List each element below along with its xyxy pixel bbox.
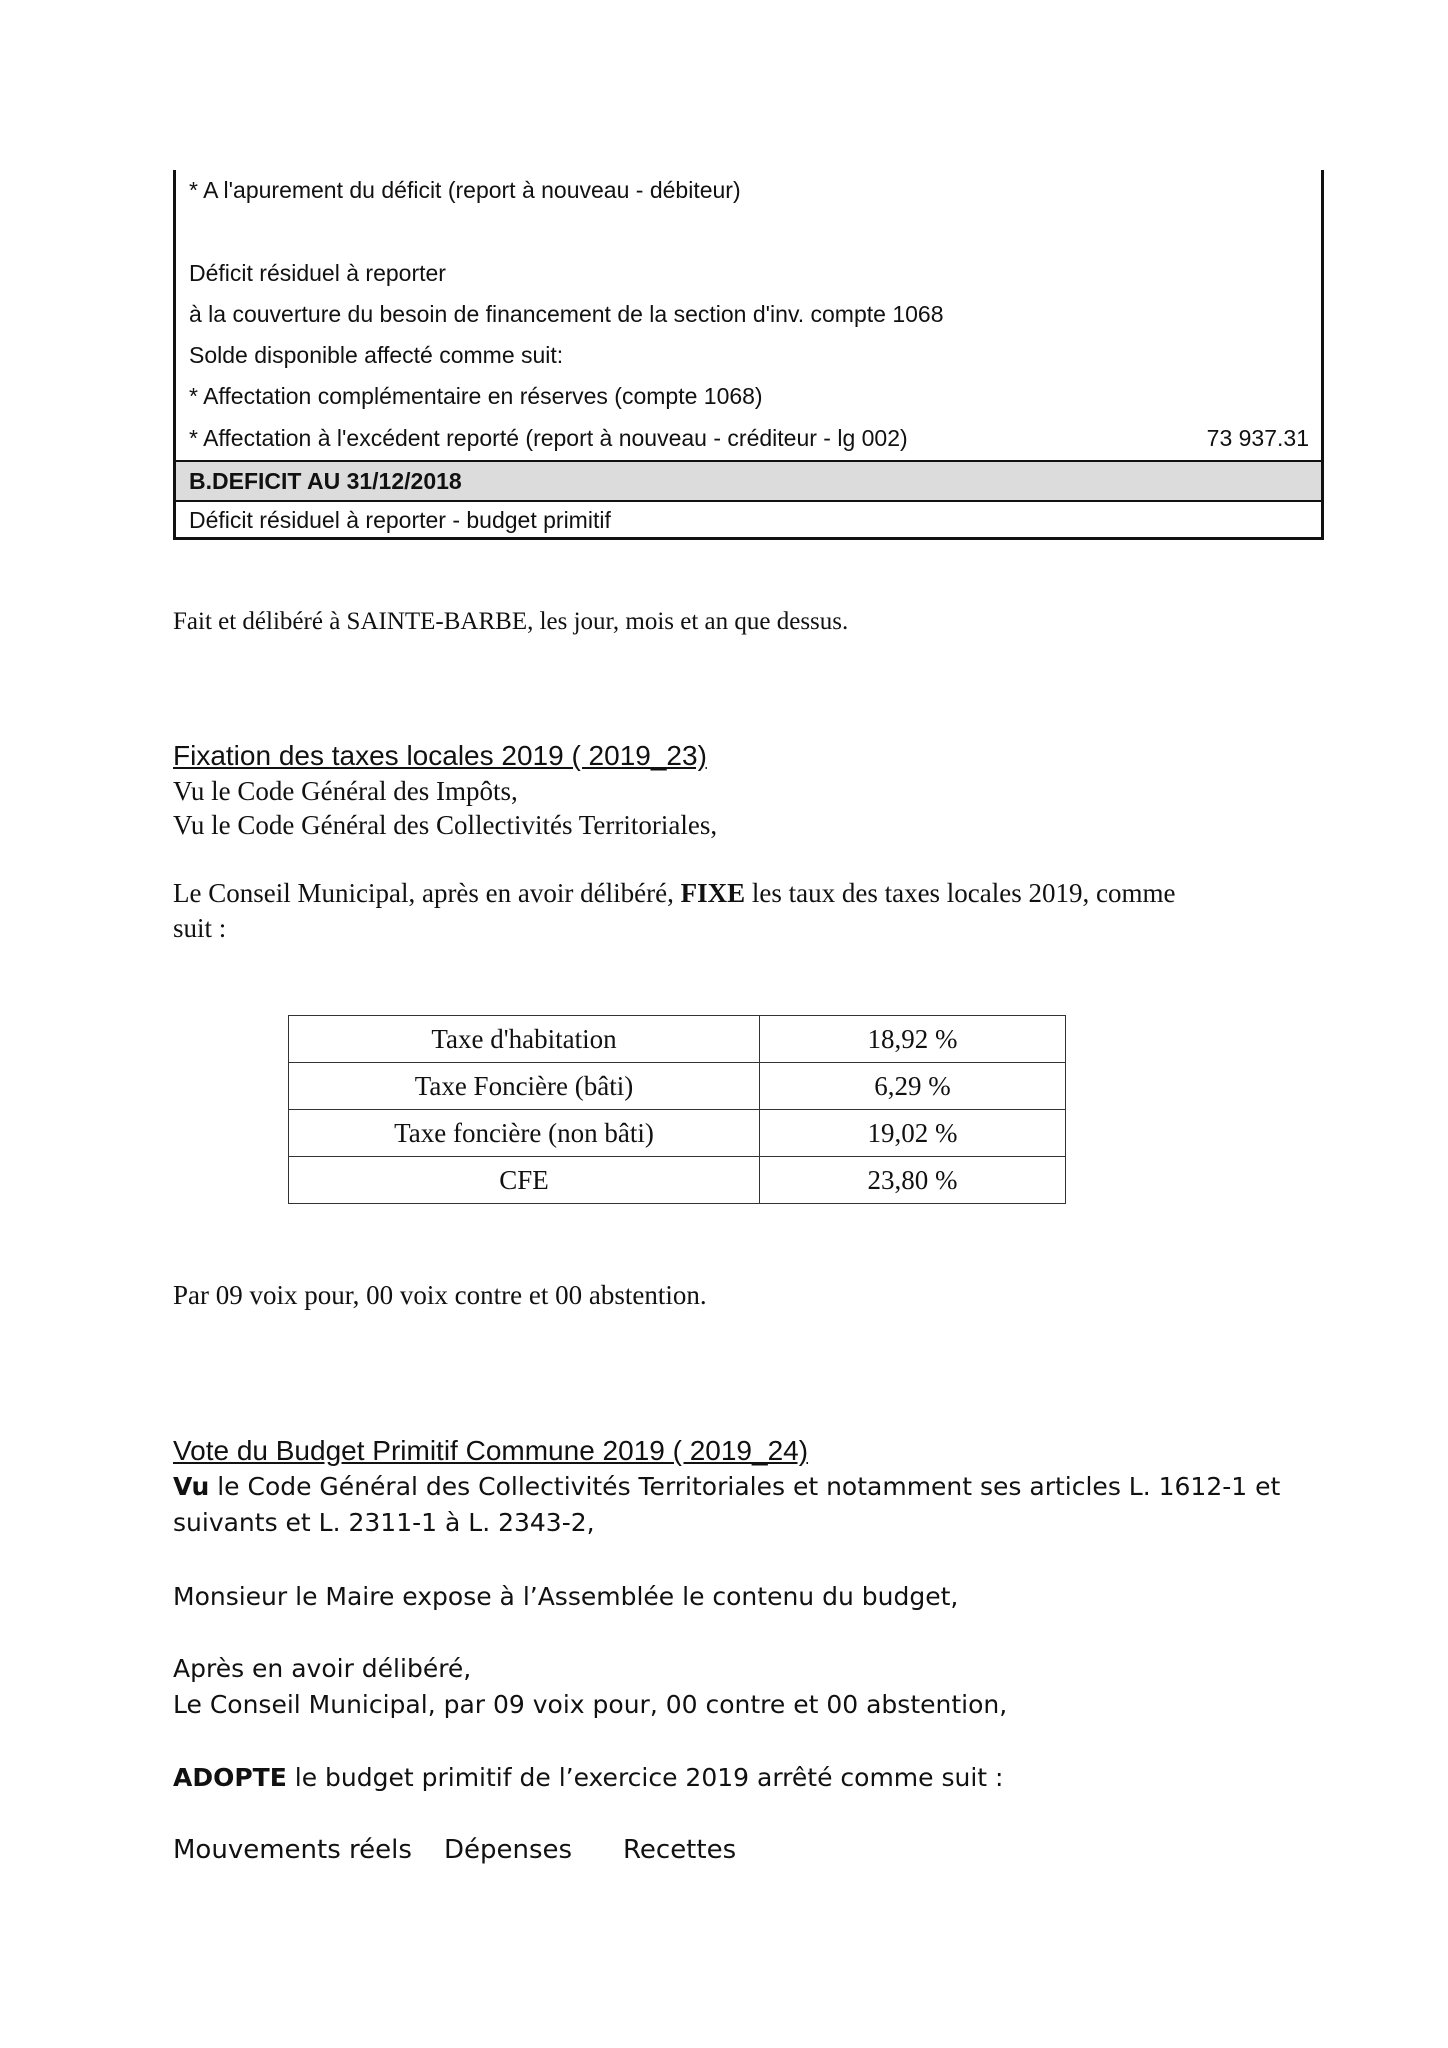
apres-deliberation: Après en avoir délibéré,: [173, 1654, 472, 1683]
decision-line: [173, 878, 1176, 909]
tax-rate: 18,92 %: [760, 1016, 1066, 1063]
row-label: Déficit résiduel à reporter: [189, 260, 446, 286]
affectation-table: [173, 170, 1324, 540]
table-row: [176, 418, 1321, 458]
row-label: Solde disponible affecté comme suit:: [189, 342, 564, 368]
decision-text: Le Conseil Municipal, après en avoir délibéré,: [173, 878, 681, 908]
tax-label: Taxe foncière (non bâti): [289, 1110, 760, 1157]
decision-keyword: FIXE: [680, 878, 746, 908]
row-label: * A l'apurement du déficit (report à nouveau - débiteur): [189, 177, 741, 203]
tax-label: CFE: [289, 1157, 760, 1204]
tax-label: Taxe d'habitation: [289, 1016, 760, 1063]
conseil-vote: Le Conseil Municipal, par 09 voix pour, 00 contre et 00 abstention,: [173, 1690, 1008, 1719]
vu-cgct: Vu le Code Général des Collectivités Territoriales,: [173, 810, 718, 840]
vu-keyword: Vu: [173, 1472, 210, 1501]
row-amount: 73 937.31: [1206, 425, 1309, 451]
col-recettes: Recettes: [623, 1835, 737, 1865]
row-label: à la couverture du besoin de financement de la section d'inv. compte 1068: [189, 301, 944, 327]
row-label: * Affectation à l'excédent reporté (report à nouveau - créditeur - lg 002): [189, 425, 908, 451]
vu-cgi: Vu le Code Général des Impôts,: [173, 776, 518, 806]
budget-vu-line-2: suivants et L. 2311-1 à L. 2343-2,: [173, 1508, 595, 1537]
table-row: [176, 170, 1321, 210]
tax-label: Taxe Foncière (bâti): [289, 1063, 760, 1110]
tax-rate: 19,02 %: [760, 1110, 1066, 1157]
adopte-text: le budget primitif de l’exercice 2019 arrêté comme suit :: [286, 1763, 1004, 1792]
row-label: * Affectation complémentaire en réserves (compte 1068): [189, 383, 763, 409]
adopte-line: [173, 1763, 1003, 1792]
table-row: [289, 1110, 1066, 1157]
taxes-heading: Fixation des taxes locales 2019 ( 2019_23): [173, 740, 707, 771]
col-depenses: Dépenses: [444, 1835, 573, 1865]
decision-line-2: suit :: [173, 913, 227, 943]
table-row: [289, 1063, 1066, 1110]
budget-heading: Vote du Budget Primitif Commune 2019 ( 2019_24): [173, 1435, 809, 1466]
maire-expose: Monsieur le Maire expose à l’Assemblée le contenu du budget,: [173, 1582, 959, 1611]
deficit-row-label: Déficit résiduel à reporter - budget primitif: [189, 507, 611, 533]
budget-vu-line: [173, 1472, 1280, 1501]
deficit-header-row: [176, 460, 1321, 502]
col-mouvements: Mouvements réels: [173, 1835, 412, 1865]
decision-text-2: les taux des taxes locales 2019, comme: [745, 878, 1176, 908]
vote-result: Par 09 voix pour, 00 voix contre et 00 abstention.: [173, 1280, 707, 1310]
adopte-keyword: ADOPTE: [173, 1763, 287, 1792]
vu-text: le Code Général des Collectivités Territoriales et notamment ses articles L. 1612-1 et: [209, 1472, 1281, 1501]
table-row: [289, 1157, 1066, 1204]
table-row: [176, 500, 1321, 540]
tax-rates-table: [288, 1015, 1066, 1204]
table-row: [176, 335, 1321, 375]
deficit-header: B.DEFICIT AU 31/12/2018: [189, 468, 462, 494]
closing-line: Fait et délibéré à SAINTE-BARBE, les jour, mois et an que dessus.: [173, 608, 849, 635]
tax-rate: 6,29 %: [760, 1063, 1066, 1110]
table-row: [176, 253, 1321, 293]
table-row: [289, 1016, 1066, 1063]
table-row: [176, 294, 1321, 334]
tax-rate: 23,80 %: [760, 1157, 1066, 1204]
table-row: [176, 376, 1321, 416]
